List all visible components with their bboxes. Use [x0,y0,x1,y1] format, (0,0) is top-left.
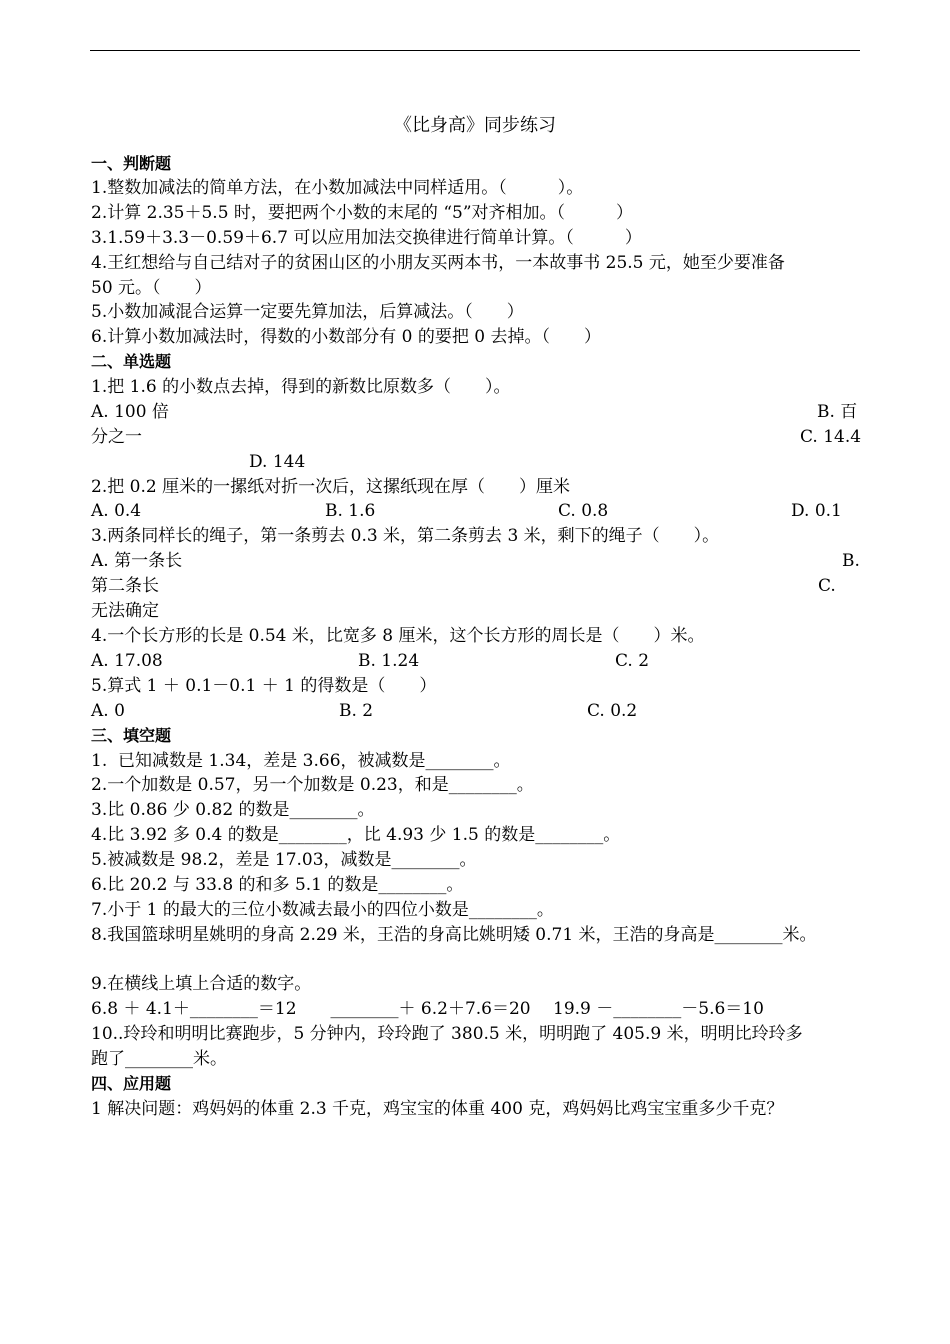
page-title: 《比身高》同步练习 [394,115,556,136]
option-d: D. 0.1 [791,501,842,521]
option-a: A. 17.08 [91,651,163,671]
fill-question: 1. 已知减数是 1.34，差是 3.66，被减数是________。 [91,751,511,771]
section-heading-fill: 三、填空题 [91,726,172,745]
choice-question: 2.把 0.2 厘米的一摞纸对折一次后，这摞纸现在厚（ ）厘米 [91,477,571,497]
section-heading-apply: 四、应用题 [91,1074,172,1093]
judge-question: 2.计算 2.35＋5.5 时，要把两个小数的末尾的 “5”对齐相加。（ ） [91,203,634,223]
option-b: B. 1.6 [325,501,376,521]
choice-question: 5.算式 1 ＋ 0.1－0.1 ＋ 1 的得数是（ ） [91,676,437,696]
option-b-cont: 分之一 [91,427,142,447]
fill-question: 10..玲玲和明明比赛跑步，5 分钟内，玲玲跑了 380.5 米，明明跑了 405.9 米，明明比玲玲多 [91,1024,803,1044]
fill-question: 2.一个加数是 0.57，另一个加数是 0.23，和是________。 [91,775,534,795]
section-heading-choice: 二、单选题 [91,352,172,371]
fill-question: 8.我国篮球明星姚明的身高 2.29 米，王浩的身高比姚明矮 0.71 米，王浩的身高是________米。 [91,925,817,945]
fill-equations: 6.8 ＋ 4.1＋________＝12 ________＋ 6.2＋7.6＝20 19.9 －________－5.6＝10 [91,999,764,1019]
option-b-cont: 第二条长 [91,576,159,596]
judge-question: 3.1.59＋3.3－0.59＋6.7 可以应用加法交换律进行简单计算。（ ） [91,228,642,248]
choice-question: 1.把 1.6 的小数点去掉，得到的新数比原数多（ ）。 [91,377,511,397]
judge-question-cont: 50 元。（ ） [91,278,212,298]
option-a: A. 100 倍 [91,402,169,422]
apply-question: 1 解决问题：鸡妈妈的体重 2.3 千克，鸡宝宝的体重 400 克，鸡妈妈比鸡宝宝重多少千克？ [91,1099,784,1119]
fill-question: 6.比 20.2 与 33.8 的和多 5.1 的数是________。 [91,875,464,895]
option-c: C. 14.4 [800,427,862,447]
fill-question: 3.比 0.86 少 0.82 的数是________。 [91,800,375,820]
option-c: C. [818,576,836,596]
header-rule [90,50,860,51]
option-c: C. 2 [615,651,650,671]
option-c-cont: 无法确定 [91,601,159,621]
option-b: B. [842,551,860,571]
option-a: A. 0.4 [91,501,142,521]
choice-question: 4.一个长方形的长是 0.54 米，比宽多 8 厘米，这个长方形的周长是（ ）米。 [91,626,705,646]
option-c: C. 0.2 [587,701,638,721]
section-heading-judge: 一、判断题 [91,154,172,173]
option-d: D. 144 [249,452,306,472]
judge-question: 4.王红想给与自己结对子的贫困山区的小朋友买两本书，一本故事书 25.5 元，她至少要准备 [91,253,785,273]
judge-question: 1.整数加减法的简单方法，在小数加减法中同样适用。（ ）。 [91,178,584,198]
fill-question-cont: 跑了________米。 [91,1049,227,1069]
choice-question: 3.两条同样长的绳子，第一条剪去 0.3 米，第二条剪去 3 米，剩下的绳子（ ）。 [91,526,720,546]
judge-question: 5.小数加减混合运算一定要先算加法，后算减法。（ ） [91,302,524,322]
judge-question: 6.计算小数加减法时，得数的小数部分有 0 的要把 0 去掉。（ ） [91,327,601,347]
option-a: A. 第一条长 [91,551,183,571]
fill-question: 7.小于 1 的最大的三位小数减去最小的四位小数是________。 [91,900,554,920]
option-c: C. 0.8 [558,501,609,521]
fill-question: 5.被减数是 98.2，差是 17.03，减数是________。 [91,850,477,870]
option-b: B. 2 [339,701,374,721]
option-b: B. 1.24 [358,651,420,671]
option-a: A. 0 [91,701,125,721]
fill-question: 4.比 3.92 多 0.4 的数是________，比 4.93 少 1.5 的数是________。 [91,825,621,845]
option-b: B. 百 [817,402,858,422]
fill-question: 9.在横线上填上合适的数字。 [91,974,312,994]
